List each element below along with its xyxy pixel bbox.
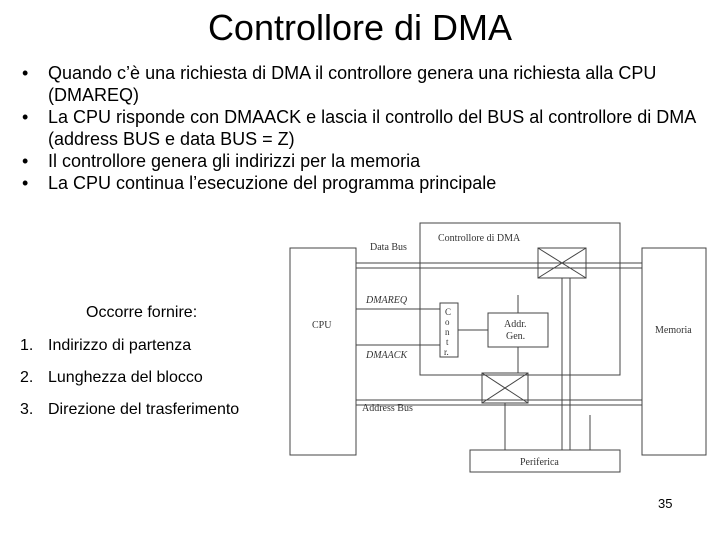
step-item <box>20 336 239 356</box>
step-item <box>20 400 239 420</box>
control-letter: r. <box>444 347 449 357</box>
bullet-list <box>22 62 702 194</box>
bullet-item: • La CPU risponde con DMAACK e lascia il controllo del BUS al controllore di DMA (address BUS e data BUS = Z) <box>22 106 702 150</box>
steps-list <box>20 336 239 432</box>
address-bus-label: Address Bus <box>362 403 413 414</box>
cpu-box <box>290 248 356 455</box>
step-text: Indirizzo di partenza <box>48 337 192 354</box>
step-number: 1. <box>20 337 34 354</box>
occorre-label: Occorre fornire: <box>86 304 198 321</box>
control-letter: o <box>445 317 450 327</box>
bullet-item: • Il controllore genera gli indirizzi per la memoria <box>22 150 702 172</box>
dmareq-label: DMAREQ <box>366 295 408 306</box>
memoria-box <box>642 248 706 455</box>
cpu-label: CPU <box>312 320 332 331</box>
page-number: 35 <box>658 496 673 511</box>
memoria-label: Memoria <box>655 325 692 336</box>
control-letter: n <box>445 327 450 337</box>
dma-diagram <box>270 215 710 480</box>
bullet-item: • La CPU continua l’esecuzione del programma principale <box>22 172 702 194</box>
controller-label: Controllore di DMA <box>438 233 521 244</box>
control-letter: C <box>445 307 452 317</box>
step-item <box>20 368 239 388</box>
control-letter: t <box>446 337 449 347</box>
step-text: Lunghezza del blocco <box>48 369 203 386</box>
step-number: 3. <box>20 401 34 418</box>
periferica-label: Periferica <box>520 457 559 468</box>
addr-gen-label-line1: Addr. <box>504 319 527 330</box>
dmaack-label: DMAACK <box>366 350 408 361</box>
step-text: Direzione del trasferimento <box>48 401 240 418</box>
data-bus-label: Data Bus <box>370 242 407 253</box>
addr-gen-label-line2: Gen. <box>506 331 526 342</box>
dma-controller-box <box>420 223 620 375</box>
bullet-item: • Quando c’è una richiesta di DMA il controllore genera una richiesta alla CPU (DMAREQ) <box>22 62 702 106</box>
step-number: 2. <box>20 369 34 386</box>
slide-title: Controllore di DMA <box>207 7 513 48</box>
